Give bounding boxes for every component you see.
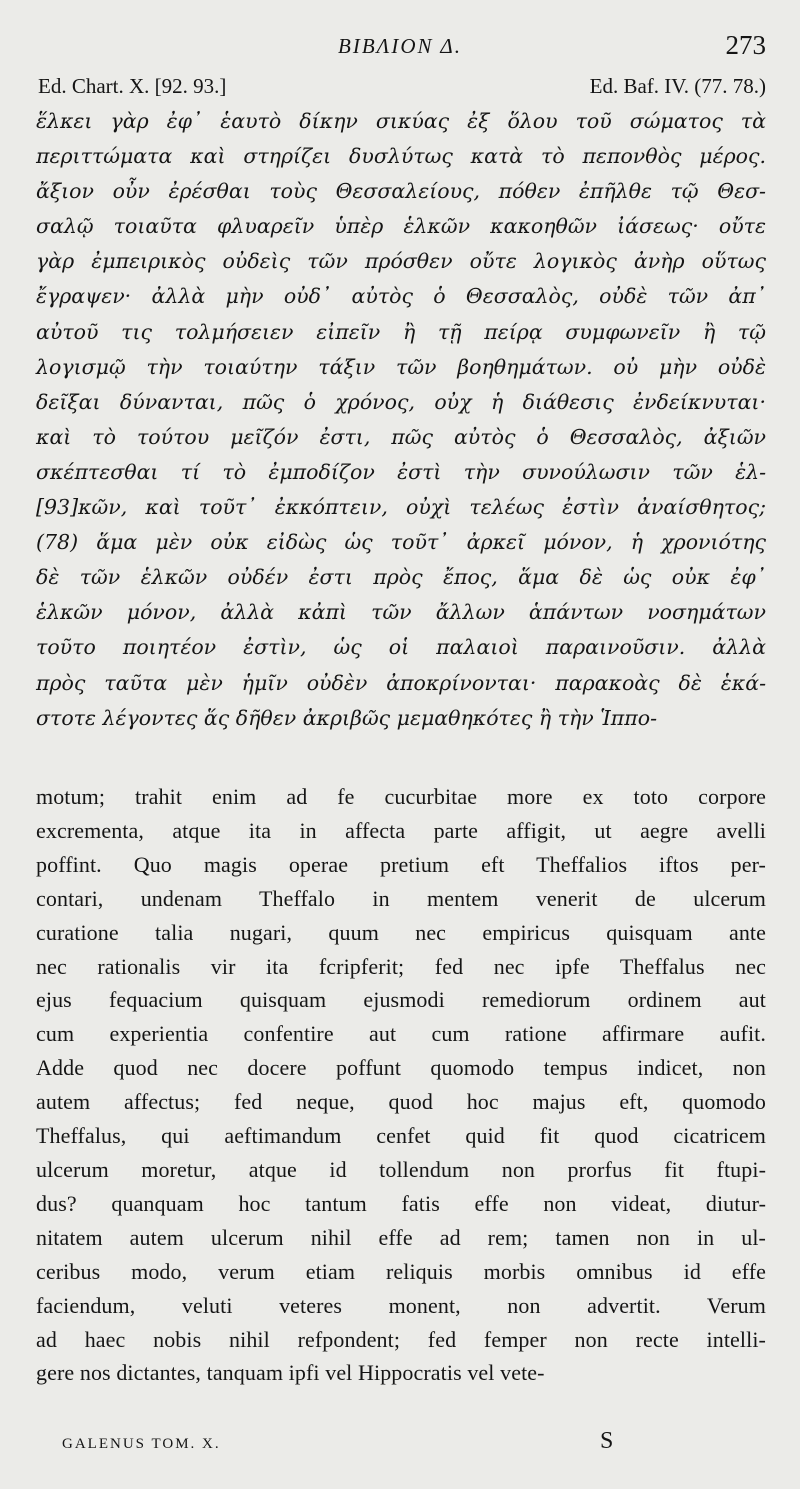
latin-translation-block [36, 780, 766, 1390]
greek-line: περιττώματα καὶ στηρίζει δυσλύτως κατὰ τὸ πεπονθὸς μέρος. [36, 144, 766, 169]
greek-line: στοτε λέγοντες ἅς δῆθεν ἀκριβῶς μεμαθηκότες ἢ τὴν Ἱππο- [36, 705, 658, 730]
greek-line: αὐτοῦ τις τολμήσειεν εἰπεῖν ἢ τῇ πείρᾳ συμφωνεῖν ἢ τῷ [36, 319, 766, 344]
latin-line: excrementa, atque ita in affecta parte affigit, ut aegre avelli [36, 817, 766, 843]
running-title: ΒΙΒΛΙΟΝ Δ. [338, 34, 462, 58]
latin-line: nec rationalis vir ita fcripferit; fed nec ipfe Theffalus nec [36, 953, 766, 979]
latin-line: cum experientia confentire aut cum ratione affirmare aufit. [36, 1021, 766, 1047]
latin-line: nitatem autem ulcerum nihil effe ad rem; tamen non in ul- [36, 1224, 766, 1250]
latin-line: ad haec nobis nihil refpondent; fed femper non recte intelli- [36, 1326, 766, 1352]
greek-line: ἄξιον οὖν ἐρέσθαι τοὺς Θεσσαλείους, πόθεν ἐπῆλθε τῷ Θεσ- [36, 179, 766, 204]
latin-line: ejus fequacium quisquam ejusmodi remediorum ordinem aut [36, 987, 766, 1013]
greek-line: σαλῷ τοιαῦτα φλυαρεῖν ὑπὲρ ἑλκῶν κακοηθῶν ἰάσεως· οὔτε [36, 214, 766, 239]
greek-line: [93]κῶν, καὶ τοῦτ᾽ ἐκκόπτειν, οὐχὶ τελέως ἐστὶν ἀναίσθητος; [36, 495, 766, 520]
greek-line: τοῦτο ποιητέον ἐστὶν, ὡς οἱ παλαιοὶ παραινοῦσιν. ἀλλὰ [36, 635, 766, 660]
latin-line: poffint. Quo magis operae pretium eft Theffalios iftos per- [36, 851, 766, 877]
page-footer [0, 1428, 800, 1468]
latin-line: ulcerum moretur, atque id tollendum non prorfus fit ftupi- [36, 1156, 766, 1182]
greek-line: λογισμῷ τὴν τοιαύτην τάξιν τῶν βοηθημάτων. οὐ μὴν οὐδὲ [36, 354, 766, 379]
latin-line: Adde quod nec docere poffunt quomodo tempus indicet, non [36, 1055, 766, 1081]
greek-line: δὲ τῶν ἑλκῶν οὐδέν ἐστι πρὸς ἔπος, ἅμα δὲ ὡς οὐκ ἐφ᾽ [36, 565, 766, 590]
greek-text-block [36, 104, 766, 736]
latin-line: Theffalus, qui aeftimandum cenfet quid fit quod cicatricem [36, 1123, 766, 1149]
latin-line: faciendum, veluti veteres monent, non advertit. Verum [36, 1292, 766, 1318]
greek-line: (78) ἅμα μὲν οὐκ εἰδὼς ὡς τοῦτ᾽ ἀρκεῖ μόνον, ἡ χρονιότης [36, 530, 766, 555]
greek-line: πρὸς ταῦτα μὲν ἡμῖν οὐδὲν ἀποκρίνονται· παρακοὰς δὲ ἑκά- [36, 670, 766, 695]
sheet-mark: S [600, 1428, 614, 1454]
edition-chartier-reference: Ed. Chart. X. [92. 93.] [38, 74, 227, 98]
latin-line: autem affectus; fed neque, quod hoc majus eft, quomodo [36, 1089, 766, 1115]
edition-basel-reference: Ed. Baf. IV. (77. 78.) [589, 74, 766, 98]
greek-line: καὶ τὸ τούτου μεῖζόν ἐστι, πῶς αὐτὸς ὁ Θεσσαλὸς, ἀξιῶν [36, 424, 766, 449]
greek-line: δεῖξαι δύνανται, πῶς ὁ χρόνος, οὐχ ἡ διάθεσις ἐνδείκνυται· [36, 389, 766, 414]
latin-line: contari, undenam Theffalo in mentem venerit de ulcerum [36, 885, 766, 911]
edition-reference-line [38, 74, 766, 102]
greek-line: ἑλκῶν μόνον, ἀλλὰ κἀπὶ τῶν ἄλλων ἁπάντων νοσημάτων [36, 600, 766, 625]
latin-line: ceribus modo, verum etiam reliquis morbis omnibus id effe [36, 1258, 766, 1284]
latin-line: dus? quanquam hoc tantum fatis effe non videat, diutur- [36, 1190, 766, 1216]
latin-line: motum; trahit enim ad fe cucurbitae more ex toto corpore [36, 784, 766, 809]
latin-line: gere nos dictantes, tanquam ipfi vel Hippocratis vel vete- [36, 1360, 545, 1386]
greek-line: ἔγραψεν· ἀλλὰ μὴν οὐδ᾽ αὐτὸς ὁ Θεσσαλὸς, οὐδὲ τῶν ἀπ᾽ [36, 284, 766, 309]
page-header [0, 28, 800, 64]
volume-signature: GALENUS TOM. X. [62, 1436, 221, 1452]
greek-line: γὰρ ἐμπειρικὸς οὐδεὶς τῶν πρόσθεν οὔτε λογικὸς ἀνὴρ οὕτως [36, 249, 766, 274]
greek-line: σκέπτεσθαι τί τὸ ἐμποδίζον ἐστὶ τὴν συνούλωσιν τῶν ἑλ- [36, 459, 766, 484]
page-number: 273 [725, 30, 766, 60]
greek-line: ἕλκει γὰρ ἐφ᾽ ἑαυτὸ δίκην σικύας ἐξ ὅλου τοῦ σώματος τὰ [36, 109, 766, 133]
latin-line: curatione talia nugari, quum nec empiricus quisquam ante [36, 919, 766, 945]
